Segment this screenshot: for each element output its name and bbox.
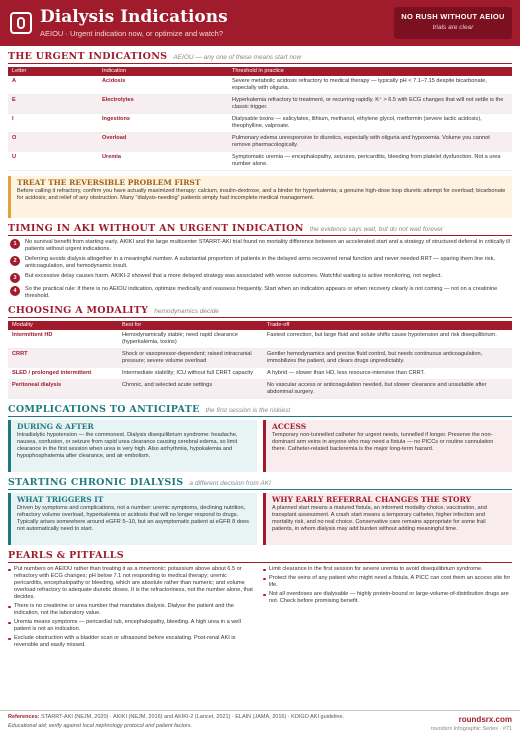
modality-table [8, 321, 512, 399]
pearls-right-column [263, 566, 512, 651]
indication-cell: Overload [98, 133, 228, 152]
pearls-left-column [8, 566, 257, 651]
best-for-cell: Intermediate stability; ICU without full CRRT capacity [118, 368, 263, 380]
aeiou-table [8, 67, 512, 171]
pearl-item: Not all overdoses are dialysable — highly protein-bound or large-volume-of-distribution drugs are not. Check before promising benefit. [263, 591, 512, 605]
indication-cell: Electrolytes [98, 95, 228, 114]
series-label: roundsrx Infographic Series · #71 [430, 726, 512, 732]
section-modality-header [8, 305, 512, 318]
column-header: Indication [98, 67, 228, 76]
table-row [8, 76, 512, 95]
threshold-cell: Dialysable toxins — salicylates, lithium, methanol, ethylene glycol, metformin (severe lactic acidosis), theophylline, valproate. [228, 114, 512, 133]
pearl-item: Exclude obstruction with a bladder scan or ultrasound before escalating. Post-renal AKI is reversible and easily missed. [8, 635, 257, 649]
section-timing-header [8, 223, 512, 236]
section-title: STARTING CHRONIC DIALYSIS [8, 477, 184, 488]
section-subtitle: a different decision from AKI [189, 480, 271, 487]
letter-cell: E [8, 95, 98, 114]
pearl-item: Uremia means symptoms — pericardial rub, encephalopathy, bleeding. A high urea in a well patient is not an indication. [8, 619, 257, 633]
letter-cell: A [8, 76, 98, 95]
header-banner [0, 0, 520, 46]
section-complications-header [8, 404, 512, 417]
pearl-item: Limit clearance in the first session for severe uremia to avoid disequilibrium syndrome. [263, 566, 512, 573]
column-header: Best for [118, 321, 263, 330]
timing-item [10, 256, 512, 270]
timing-item [10, 286, 512, 300]
timing-text: But excessive delay causes harm. AKIKI-2 showed that a more delayed strategy was associated with worse outcomes. Watchful waiting is active monitoring, not neglect. [25, 273, 443, 279]
letter-cell: O [8, 133, 98, 152]
timing-text: No survival benefit from starting early. AKIKI and the large multicenter STARRT-AKI trial found no mortality difference between an accelerated start and a strategy of structured deferral in critically ill patients without urgent indications. [25, 239, 510, 252]
reversible-callout [8, 176, 512, 218]
threshold-cell: Pulmonary edema unresponsive to diuretics, especially with oliguria and hypoxemia. Volume you cannot remove pharmacologically. [228, 133, 512, 152]
trade-off-cell: No vascular access or anticoagulation needed, but slower clearance and unsuitable after abdominal surgery. [263, 380, 512, 399]
pearl-item: Protect the veins of any patient who might need a fistula. A PICC can cost them an access site for life. [263, 575, 512, 589]
references-label: References: [8, 714, 40, 720]
modality-cell: CRRT [8, 349, 118, 368]
table-row [8, 133, 512, 152]
table-row [8, 368, 512, 380]
during-after-card [8, 420, 257, 472]
trade-off-cell: Gentler hemodynamics and precise fluid control, but needs continuous anticoagulation, immobilizes the patient, and clears drugs unpredictably. [263, 349, 512, 368]
access-card [263, 420, 512, 472]
letter-cell: I [8, 114, 98, 133]
early-referral-card [263, 493, 512, 545]
column-header: Letter [8, 67, 98, 76]
badge-title: NO RUSH WITHOUT AEIOU [401, 12, 505, 21]
references-text: STARRT-AKI (NEJM, 2020) · AKIKI (NEJM, 2016) and AKIKI-2 (Lancet, 2021) · ELAIN (JAMA, 2016) · KDIGO AKI guideline. [41, 714, 345, 720]
timing-list [0, 239, 520, 300]
table-row [8, 95, 512, 114]
section-title: TIMING IN AKI WITHOUT AN URGENT INDICATION [8, 223, 304, 234]
section-chronic-header [8, 477, 512, 490]
callout-text: Before calling it refractory, confirm you have actually maximized therapy: calcium, insulin-dextrose, and a binder for hyperkalemia; a genuine high-dose loop diuretic attempt for overload; bicarbonate for acidosis; and relief of any obstruction. Many "dialysis-needing" patients simply had incomplete medical management. [17, 188, 506, 201]
pearl-item: Put numbers on AEIOU rather than treating it as a mnemonic: potassium above about 6.5 or refractory with ECG changes; pH below 7.1 not responding to medical therapy; uremic pericarditis, encephalopathy or bleeding, which are absolute rather than numeric; and volume overload refractory to adequate diuretic doses. It is the refractoriness, not the number alone, that decides. [8, 566, 257, 601]
step-number-icon: 2 [10, 256, 20, 266]
indication-cell: Uremia [98, 152, 228, 171]
best-for-cell: Chronic, and selected acute settings [118, 380, 263, 399]
threshold-cell: Symptomatic uremia — encephalopathy, seizures, pericarditis, bleeding from platelet dysfunction. Not a urea number alone. [228, 152, 512, 171]
section-urgent-header [8, 51, 512, 64]
disclaimer: Educational aid; verify against local nephrology protocol and patient factors. [8, 723, 193, 729]
complications-cards [8, 420, 512, 472]
card-text: Driven by symptoms and complications, not a number: uremic symptoms, declining nutrition, refractory volume overload, hyperkalemia or acidosis that will no longer respond to drugs. Typically arises somewhere around eGFR 5–10, but an asymptomatic patient at eGFR 8 does not automatically need to start. [17, 505, 249, 532]
badge-subtitle: trials are clear [432, 24, 474, 31]
indication-cell: Acidosis [98, 76, 228, 95]
section-subtitle: hemodynamics decide [154, 308, 219, 315]
pearls-columns [8, 566, 512, 651]
section-title: COMPLICATIONS TO ANTICIPATE [8, 404, 200, 415]
section-subtitle: the evidence says wait, but do not wait forever [309, 226, 444, 233]
indication-cell: Ingestions [98, 114, 228, 133]
table-row [8, 380, 512, 399]
best-for-cell: Hemodynamically stable; need rapid clearance (hyperkalemia, toxins) [118, 330, 263, 349]
threshold-cell: Hyperkalemia refractory to treatment, or recurring rapidly. K⁺ > 6.5 with ECG changes that will not settle is the classic trigger. [228, 95, 512, 114]
callout-title: TREAT THE REVERSIBLE PROBLEM FIRST [17, 178, 201, 187]
chronic-cards [8, 493, 512, 545]
column-header: Trade-off [263, 321, 512, 330]
card-text: Intradialytic hypotension — the commonest. Dialysis disequilibrium syndrome: headache, nausea, confusion, or seizure from rapid urea clearance causing cerebral edema, so limit clearance in the first session when urea is very high. Also arrhythmia, hypokalemia and hypophosphatemia after clearance, and air embolism. [17, 432, 238, 459]
trade-off-cell: A hybrid — slower than HD, less resource-intensive than CRRT. [263, 368, 512, 380]
section-title: THE URGENT INDICATIONS [8, 51, 168, 62]
pearl-item: There is no creatinine or urea number that mandates dialysis. Dialyse the patient and the indication, not the laboratory value. [8, 603, 257, 617]
step-number-icon: 4 [10, 286, 20, 296]
step-number-icon: 1 [10, 239, 20, 249]
section-subtitle: AEIOU — any one of these means start now [173, 54, 302, 61]
table-row [8, 114, 512, 133]
modality-cell: Intermittent HD [8, 330, 118, 349]
best-for-cell: Shock or vasopressor-dependent; raised intracranial pressure; severe volume overload [118, 349, 263, 368]
timing-item [10, 239, 512, 253]
kidney-logo-icon [10, 12, 32, 34]
step-number-icon: 3 [10, 273, 20, 283]
column-header: Threshold in practice [228, 67, 512, 76]
table-row [8, 349, 512, 368]
page-subtitle: AEIOU · Urgent indication now, or optimize and watch? [40, 29, 224, 38]
section-subtitle: the first session is the riskiest [205, 407, 291, 414]
page-title: Dialysis Indications [40, 7, 228, 27]
card-text: A planned start means a matured fistula, an informed modality choice, vaccination, and transplant assessment. A crash start means a temporary catheter, higher infection and mortality risk, and no real choice. Conservative care remains appropriate for some frail patients, in whom dialysis may add burden without adding meaningful time. [272, 505, 487, 532]
timing-item [10, 273, 512, 283]
timing-text: So the practical rule: if there is no AEIOU indication, optimize medically and reassess frequently. Start when an indication appears or when recovery clearly is not coming — not on a creatinine threshold. [25, 286, 498, 299]
card-title: DURING & AFTER [17, 422, 94, 431]
threshold-cell: Severe metabolic acidosis refractory to medical therapy — typically pH < 7.1–7.15 despite bicarbonate, especially with oliguria. [228, 76, 512, 95]
section-title: CHOOSING A MODALITY [8, 305, 149, 316]
timing-text: Deferring avoids dialysis altogether in a meaningful number. A substantial proportion of patients in the delayed arms recovered renal function and never needed RRT — sparing them line risk, anticoagulation, and hemodynamic insult. [25, 256, 495, 269]
trade-off-cell: Fastest correction, but large fluid and solute shifts cause hypotension and risk disequilibrium. [263, 330, 512, 349]
card-text: Temporary non-tunnelled catheter for urgent needs, tunnelled if longer. Preserve the non-dominant arm veins in anyone who may need a fistula — no PICCs or routine cannulation there. Catheter-related bacteremia is the major long-term hazard. [272, 432, 494, 452]
table-row [8, 330, 512, 349]
section-title: PEARLS & PITFALLS [8, 550, 124, 561]
triggers-card [8, 493, 257, 545]
footer [0, 710, 520, 736]
modality-cell: Peritoneal dialysis [8, 380, 118, 399]
card-title: WHY EARLY REFERRAL CHANGES THE STORY [272, 495, 471, 504]
site-link[interactable]: roundsrx.com [458, 715, 512, 724]
card-title: WHAT TRIGGERS IT [17, 495, 104, 504]
column-header: Modality [8, 321, 118, 330]
section-pearls-header [8, 550, 512, 563]
letter-cell: U [8, 152, 98, 171]
header-badge [394, 7, 512, 39]
card-title: ACCESS [272, 422, 307, 431]
modality-cell: SLED / prolonged intermittent [8, 368, 118, 380]
table-row [8, 152, 512, 171]
